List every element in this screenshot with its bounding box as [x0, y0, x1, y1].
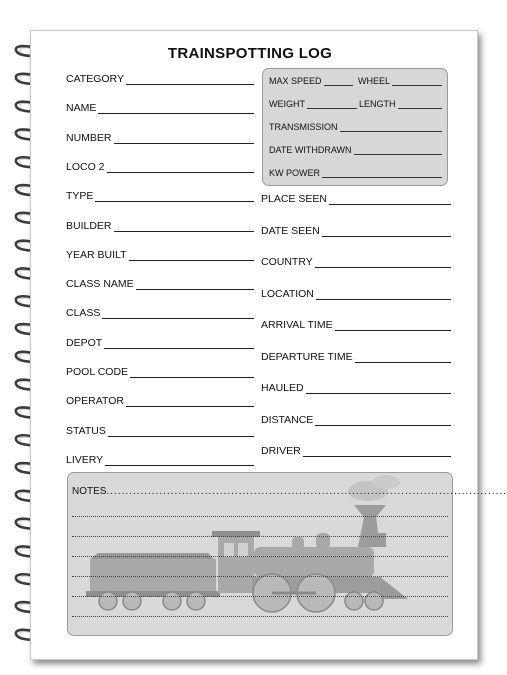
operator-field[interactable] [66, 395, 254, 407]
category-label: CATEGORY [66, 73, 124, 85]
location-label: LOCATION [261, 287, 314, 300]
wheel-label: WHEEL [358, 76, 391, 86]
page-title: TRAINSPOTTING LOG [167, 45, 333, 62]
location-field[interactable] [261, 288, 451, 300]
country-label: COUNTRY [261, 256, 313, 268]
livery-field[interactable] [66, 454, 254, 466]
class-name-field[interactable] [66, 278, 254, 290]
loco-2-label: LOCO 2 [66, 160, 105, 173]
loco-2-field[interactable] [66, 161, 254, 173]
name-field[interactable] [66, 102, 254, 114]
length-field[interactable] [359, 99, 442, 109]
pool-code-field[interactable] [66, 366, 254, 378]
place-seen-field[interactable] [261, 193, 451, 205]
max-speed-field[interactable] [269, 76, 353, 86]
weight-field[interactable] [269, 99, 357, 109]
class-field[interactable] [66, 307, 254, 319]
status-label: STATUS [66, 424, 106, 437]
class-name-label: CLASS NAME [66, 278, 134, 291]
steam-locomotive-illustration [68, 473, 452, 635]
year-built-field[interactable] [66, 249, 254, 261]
category-field[interactable] [66, 73, 254, 85]
builder-field[interactable] [66, 220, 254, 232]
country-field[interactable] [261, 256, 451, 268]
hauled-field[interactable] [261, 382, 451, 394]
weight-label: WEIGHT [269, 99, 305, 109]
departure-time-label: DEPARTURE TIME [261, 350, 353, 363]
date-withdrawn-label: DATE WITHDRAWN [269, 145, 352, 155]
arrival-time-field[interactable] [261, 319, 451, 331]
length-label: LENGTH [359, 99, 396, 109]
wheel-field[interactable] [358, 76, 442, 86]
kw-power-field[interactable] [269, 168, 442, 178]
hauled-label: HAULED [261, 382, 304, 394]
departure-time-field[interactable] [261, 351, 451, 363]
max-speed-label: MAX SPEED [269, 76, 322, 86]
distance-field[interactable] [261, 414, 451, 426]
kw-power-label: KW POWER [269, 168, 320, 178]
driver-field[interactable] [261, 445, 451, 457]
date-withdrawn-field[interactable] [269, 145, 442, 155]
notes-box[interactable] [67, 472, 507, 636]
number-label: NUMBER [66, 131, 112, 144]
place-seen-label: PLACE SEEN [261, 193, 327, 205]
distance-label: DISTANCE [261, 413, 314, 426]
name-label: NAME [66, 102, 97, 115]
livery-label: LIVERY [66, 453, 104, 466]
date-seen-label: DATE SEEN [261, 224, 320, 237]
status-field[interactable] [66, 425, 254, 437]
driver-label: DRIVER [261, 445, 301, 457]
transmission-field[interactable] [269, 122, 442, 132]
date-seen-field[interactable] [261, 225, 451, 237]
operator-label: OPERATOR [66, 395, 124, 408]
number-field[interactable] [66, 132, 254, 144]
type-label: TYPE [66, 190, 94, 203]
depot-label: DEPOT [66, 336, 103, 349]
spec-box [262, 68, 448, 186]
arrival-time-label: ARRIVAL TIME [261, 319, 333, 331]
year-built-label: YEAR BUILT [66, 248, 127, 261]
depot-field[interactable] [66, 337, 254, 349]
class-label: CLASS [66, 307, 101, 320]
builder-label: BUILDER [66, 219, 112, 232]
pool-code-label: POOL CODE [66, 366, 129, 378]
transmission-label: TRANSMISSION [269, 122, 338, 132]
type-field[interactable] [66, 190, 254, 202]
notes-label: NOTES .......................................................................................................... [72, 486, 507, 497]
